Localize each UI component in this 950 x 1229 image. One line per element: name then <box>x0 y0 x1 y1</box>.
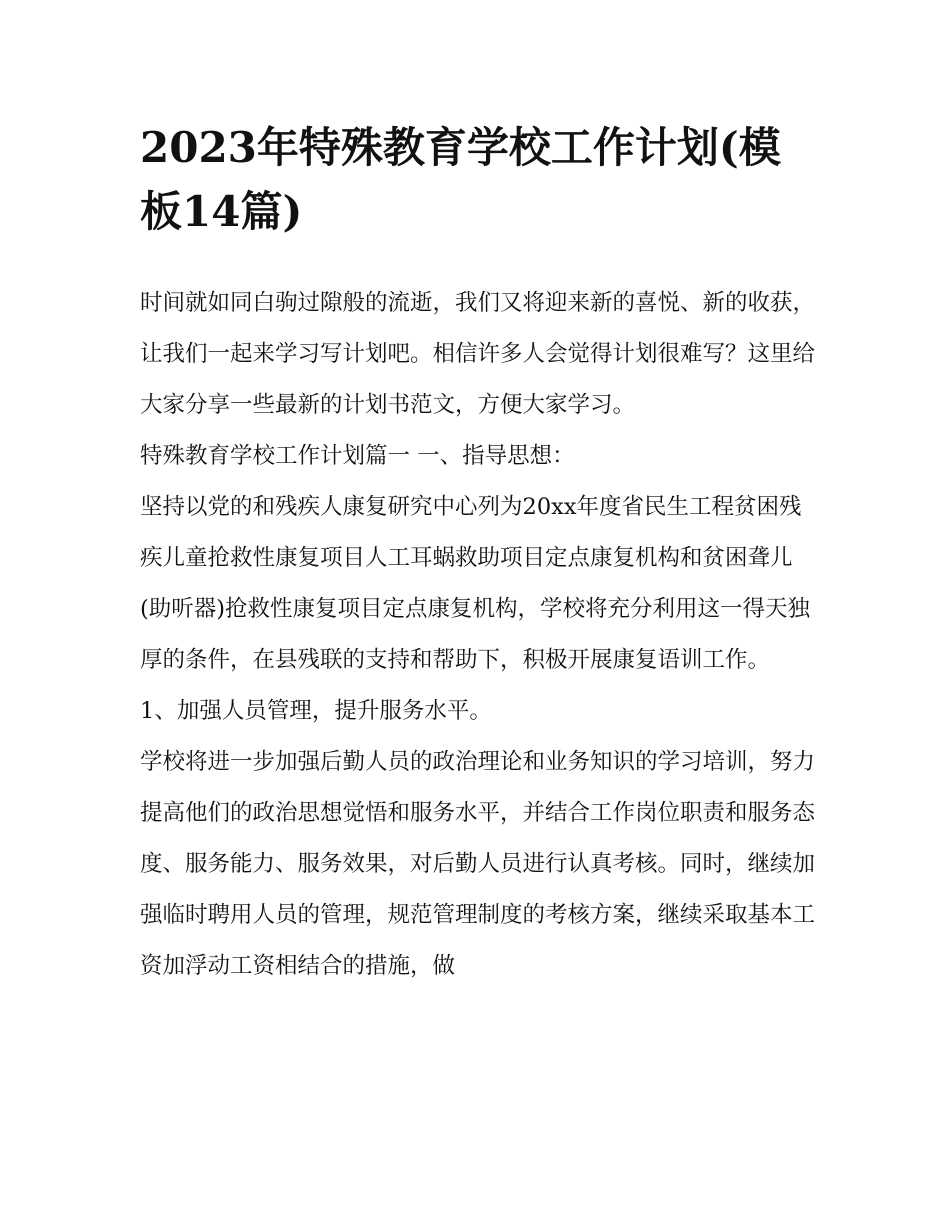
document-title: 2023年特殊教育学校工作计划(模板14篇) <box>140 123 781 236</box>
paragraph-section-heading: 特殊教育学校工作计划篇一 一、指导思想： <box>140 443 575 469</box>
paragraph-guiding-thought: 坚持以党的和残疾人康复研究中心列为20xx年度省民生工程贫困残疾儿童抢救性康复项目人工耳蜗救助项目定点康复机构和贫困聋儿(助听器)抢救性康复项目定点康复机构，学校将充分利用这一得天独厚的条件，在县残联的支持和帮助下，积极开展康复语训工作。 <box>140 494 811 673</box>
document-body <box>140 278 815 992</box>
paragraph-intro: 时间就如同白驹过隙般的流逝，我们又将迎来新的喜悦、新的收获，让我们一起来学习写计划吧。相信许多人会觉得计划很难写？这里给大家分享一些最新的计划书范文，方便大家学习。 <box>140 290 816 418</box>
paragraph-item-1-heading: 1、加强人员管理，提升服务水平。 <box>140 698 492 724</box>
paragraph-item-1-body: 学校将进一步加强后勤人员的政治理论和业务知识的学习培训，努力提高他们的政治思想觉悟和服务水平，并结合工作岗位职责和服务态度、服务能力、服务效果，对后勤人员进行认真考核。同时，继续加强临时聘用人员的管理，规范管理制度的考核方案，继续采取基本工资加浮动工资相结合的措施，做 <box>140 749 816 979</box>
